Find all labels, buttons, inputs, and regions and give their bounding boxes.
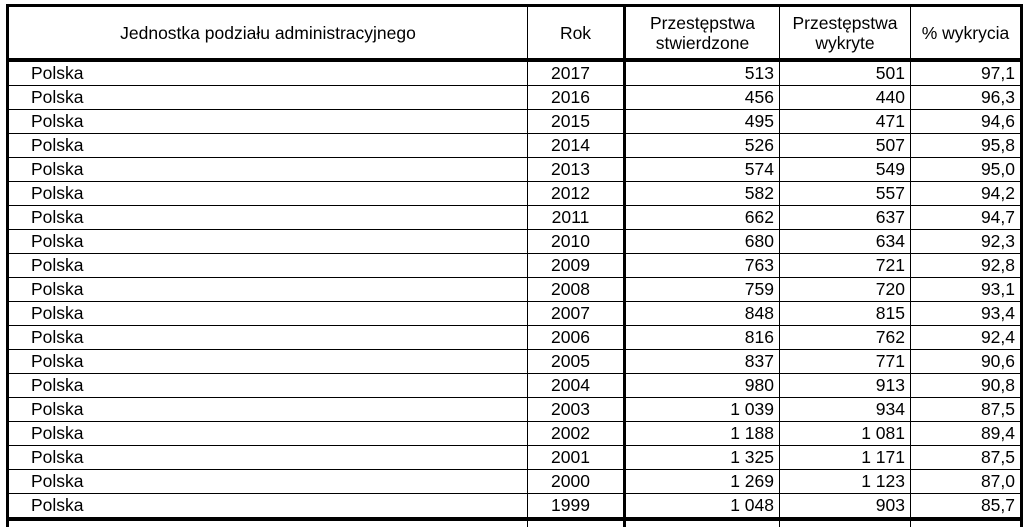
year-cell: 1999 — [528, 494, 625, 520]
table-row — [8, 206, 1022, 230]
cropped-row — [8, 519, 1022, 527]
rate-cell: 93,1 — [911, 278, 1022, 302]
detected-cell: 507 — [780, 134, 911, 158]
rate-cell: 96,3 — [911, 86, 1022, 110]
rate-cell: 90,6 — [911, 350, 1022, 374]
year-cell: 2008 — [528, 278, 625, 302]
table-row — [8, 374, 1022, 398]
recorded-cell: 582 — [625, 182, 780, 206]
year-cell: 2011 — [528, 206, 625, 230]
detected-cell: 720 — [780, 278, 911, 302]
recorded-cell: 513 — [625, 60, 780, 86]
unit-cell: Polska — [8, 158, 528, 182]
empty-cell — [625, 519, 780, 527]
cropped-caption-fragment — [325, 0, 525, 3]
header-crimes-detected: Przestępstwa wykryte — [780, 6, 911, 61]
unit-cell: Polska — [8, 398, 528, 422]
recorded-cell: 574 — [625, 158, 780, 182]
recorded-cell: 1 039 — [625, 398, 780, 422]
rate-cell: 90,8 — [911, 374, 1022, 398]
unit-cell: Polska — [8, 494, 528, 520]
unit-cell: Polska — [8, 422, 528, 446]
detected-cell: 1 171 — [780, 446, 911, 470]
unit-cell: Polska — [8, 110, 528, 134]
rate-cell: 94,7 — [911, 206, 1022, 230]
unit-cell: Polska — [8, 230, 528, 254]
year-cell: 2001 — [528, 446, 625, 470]
year-cell: 2006 — [528, 326, 625, 350]
table-row — [8, 326, 1022, 350]
unit-cell: Polska — [8, 350, 528, 374]
year-cell: 2014 — [528, 134, 625, 158]
rate-cell: 87,0 — [911, 470, 1022, 494]
unit-cell: Polska — [8, 374, 528, 398]
unit-cell: Polska — [8, 134, 528, 158]
detected-cell: 440 — [780, 86, 911, 110]
detected-cell: 771 — [780, 350, 911, 374]
table-row — [8, 302, 1022, 326]
detected-cell: 501 — [780, 60, 911, 86]
table-row — [8, 86, 1022, 110]
rate-cell: 95,0 — [911, 158, 1022, 182]
detected-cell: 1 123 — [780, 470, 911, 494]
recorded-cell: 1 269 — [625, 470, 780, 494]
year-cell: 2007 — [528, 302, 625, 326]
empty-cell — [528, 519, 625, 527]
recorded-cell: 759 — [625, 278, 780, 302]
table-row — [8, 110, 1022, 134]
header-year: Rok — [528, 6, 625, 61]
rate-cell: 85,7 — [911, 494, 1022, 520]
rate-cell: 95,8 — [911, 134, 1022, 158]
header-row — [8, 6, 1022, 61]
year-cell: 2000 — [528, 470, 625, 494]
detected-cell: 1 081 — [780, 422, 911, 446]
year-cell: 2009 — [528, 254, 625, 278]
year-cell: 2016 — [528, 86, 625, 110]
year-cell: 2010 — [528, 230, 625, 254]
recorded-cell: 848 — [625, 302, 780, 326]
rate-cell: 94,6 — [911, 110, 1022, 134]
header-crimes-recorded: Przestępstwa stwierdzone — [625, 6, 780, 61]
unit-cell: Polska — [8, 470, 528, 494]
unit-cell: Polska — [8, 326, 528, 350]
table-row — [8, 470, 1022, 494]
recorded-cell: 1 325 — [625, 446, 780, 470]
crime-statistics-table — [6, 4, 1023, 527]
recorded-cell: 763 — [625, 254, 780, 278]
recorded-cell: 526 — [625, 134, 780, 158]
unit-cell: Polska — [8, 182, 528, 206]
table-row — [8, 350, 1022, 374]
table-row — [8, 422, 1022, 446]
detected-cell: 721 — [780, 254, 911, 278]
year-cell: 2015 — [528, 110, 625, 134]
recorded-cell: 837 — [625, 350, 780, 374]
year-cell: 2002 — [528, 422, 625, 446]
rate-cell: 89,4 — [911, 422, 1022, 446]
detected-cell: 637 — [780, 206, 911, 230]
table-body — [8, 60, 1022, 527]
rate-cell: 94,2 — [911, 182, 1022, 206]
table-row — [8, 494, 1022, 520]
header-unit: Jednostka podziału administracyjnego — [8, 6, 528, 61]
recorded-cell: 662 — [625, 206, 780, 230]
table-row — [8, 134, 1022, 158]
recorded-cell: 1 048 — [625, 494, 780, 520]
year-cell: 2003 — [528, 398, 625, 422]
unit-cell: Polska — [8, 446, 528, 470]
unit-cell: Polska — [8, 254, 528, 278]
unit-cell: Polska — [8, 278, 528, 302]
year-cell: 2004 — [528, 374, 625, 398]
header-detection-rate: % wykrycia — [911, 6, 1022, 61]
year-cell: 2013 — [528, 158, 625, 182]
table-row — [8, 446, 1022, 470]
year-cell: 2012 — [528, 182, 625, 206]
rate-cell: 92,8 — [911, 254, 1022, 278]
detected-cell: 903 — [780, 494, 911, 520]
recorded-cell: 980 — [625, 374, 780, 398]
table-row — [8, 158, 1022, 182]
detected-cell: 934 — [780, 398, 911, 422]
detected-cell: 913 — [780, 374, 911, 398]
unit-cell: Polska — [8, 206, 528, 230]
table-row — [8, 398, 1022, 422]
unit-cell: Polska — [8, 302, 528, 326]
recorded-cell: 495 — [625, 110, 780, 134]
unit-cell: Polska — [8, 60, 528, 86]
rate-cell: 92,4 — [911, 326, 1022, 350]
year-cell: 2017 — [528, 60, 625, 86]
recorded-cell: 456 — [625, 86, 780, 110]
rate-cell: 97,1 — [911, 60, 1022, 86]
rate-cell: 92,3 — [911, 230, 1022, 254]
recorded-cell: 1 188 — [625, 422, 780, 446]
year-cell: 2005 — [528, 350, 625, 374]
detected-cell: 634 — [780, 230, 911, 254]
detected-cell: 815 — [780, 302, 911, 326]
empty-cell — [8, 519, 528, 527]
detected-cell: 557 — [780, 182, 911, 206]
empty-cell — [911, 519, 1022, 527]
recorded-cell: 680 — [625, 230, 780, 254]
table-row — [8, 254, 1022, 278]
table-row — [8, 278, 1022, 302]
table-row — [8, 230, 1022, 254]
rate-cell: 93,4 — [911, 302, 1022, 326]
unit-cell: Polska — [8, 86, 528, 110]
table-row — [8, 60, 1022, 86]
empty-cell — [780, 519, 911, 527]
detected-cell: 762 — [780, 326, 911, 350]
rate-cell: 87,5 — [911, 446, 1022, 470]
detected-cell: 549 — [780, 158, 911, 182]
table-row — [8, 182, 1022, 206]
detected-cell: 471 — [780, 110, 911, 134]
rate-cell: 87,5 — [911, 398, 1022, 422]
recorded-cell: 816 — [625, 326, 780, 350]
